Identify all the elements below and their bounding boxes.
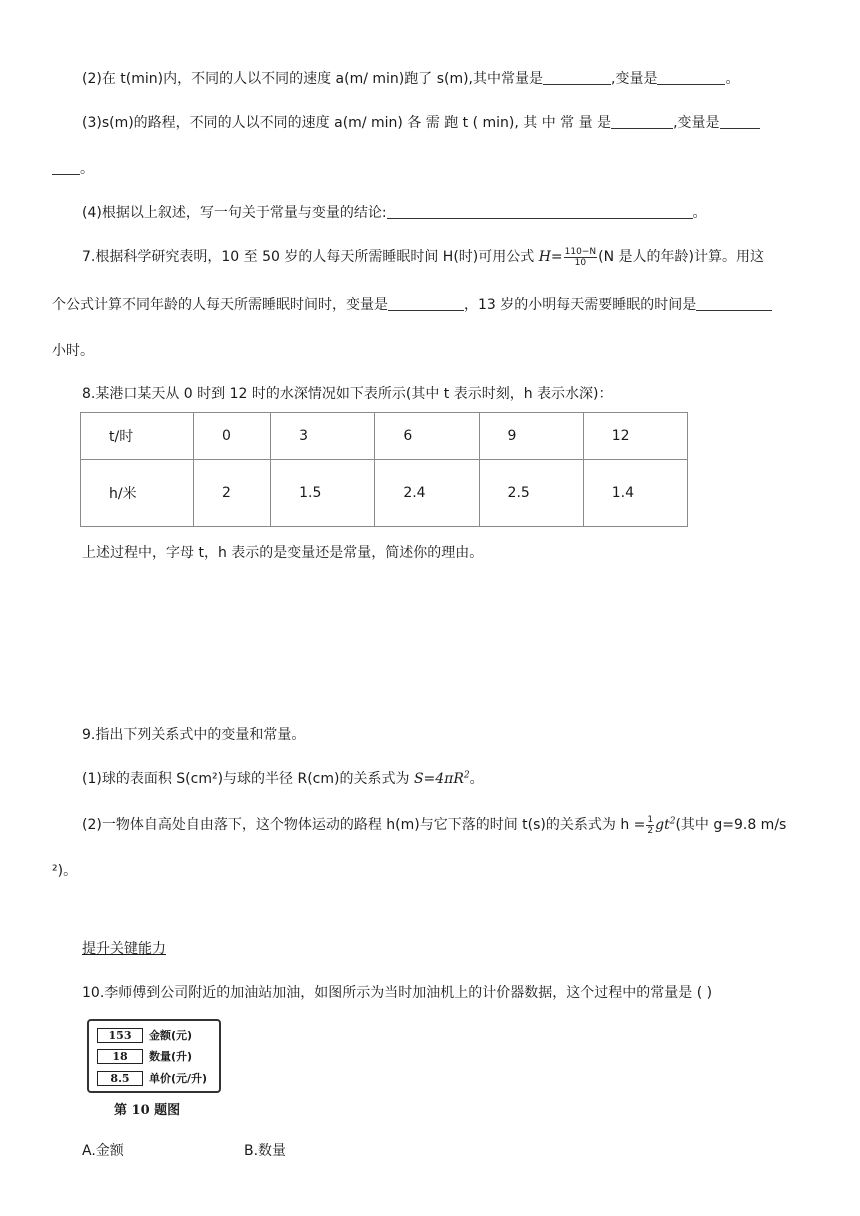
q9-part1: (1)球的表面积 S(cm²)与球的半径 R(cm)的关系式为 $S=4\pi R^2$。 — [82, 770, 484, 787]
table-cell: 0 — [194, 413, 271, 460]
formula-lhs: H= — [538, 249, 563, 265]
answer-blank[interactable] — [611, 114, 673, 129]
table-cell: 9 — [479, 413, 583, 460]
table-row — [81, 460, 688, 527]
table-cell: 1.5 — [271, 460, 375, 527]
table-cell: 6 — [375, 413, 479, 460]
meter-value: 18 — [97, 1049, 143, 1064]
section-title: 提升关键能力 — [82, 941, 166, 957]
answer-blank[interactable] — [543, 70, 611, 85]
q6-part4: (4)根据以上叙述，写一句关于常量与变量的结论: 。 — [82, 205, 707, 221]
q9-intro: 9.指出下列关系式中的变量和常量。 — [82, 727, 306, 743]
table-cell: 1.4 — [583, 460, 687, 527]
fall-formula: gt — [655, 817, 670, 833]
answer-blank[interactable] — [657, 70, 725, 85]
q9-part2: (2)一物体自高处自由落下，这个物体运动的路程 h(m)与它下落的时间 t(s)的关系式为 h = $\frac{1}{2}$ $gt^2$(其中 g=9.8 m/s — [82, 814, 787, 836]
q6-part3-cont: 。 — [52, 158, 94, 178]
q7-line2: 个公式计算不同年龄的人每天所需睡眠时间时，变量是 ，13 岁的小明每天需要睡眠的时间是 — [52, 294, 772, 314]
table-row — [81, 413, 688, 460]
q8-intro: 8.某港口某天从 0 时到 12 时的水深情况如下表所示(其中 t 表示时刻，h 表示水深)： — [82, 386, 613, 402]
table-cell: 2 — [194, 460, 271, 527]
option-b[interactable]: B.数量 — [244, 1143, 287, 1159]
half-fraction: $\frac{1}{2}$ — [647, 814, 654, 836]
option-a[interactable]: A.金额 — [82, 1143, 124, 1159]
formula-fraction: $\frac{110-N}{10}$ — [564, 246, 597, 268]
meter-row-amount — [97, 1027, 192, 1043]
table-cell: t/时 — [81, 413, 194, 460]
answer-blank[interactable] — [388, 296, 464, 311]
table-cell: 2.4 — [375, 460, 479, 527]
meter-value: 153 — [97, 1028, 143, 1043]
table-cell: 12 — [583, 413, 687, 460]
answer-blank[interactable] — [52, 160, 80, 175]
water-depth-table — [80, 412, 688, 527]
meter-label: 数量(升) — [149, 1050, 193, 1063]
meter-label: 单价(元/升) — [149, 1072, 208, 1085]
table-cell: 2.5 — [479, 460, 583, 527]
meter-label: 金额(元) — [149, 1029, 193, 1042]
q7-line3: 小时。 — [52, 343, 94, 359]
table-cell: h/米 — [81, 460, 194, 527]
answer-blank[interactable] — [720, 114, 760, 129]
meter-value: 8.5 — [97, 1071, 143, 1086]
answer-blank[interactable] — [696, 296, 772, 311]
q8-question: 上述过程中，字母 t，h 表示的是变量还是常量，简述你的理由。 — [82, 545, 484, 561]
meter-row-price — [97, 1070, 207, 1086]
answer-blank[interactable] — [387, 204, 693, 219]
q7-line1: 7.根据科学研究表明，10 至 50 岁的人每天所需睡眠时间 H(时)可用公式 H= $\frac{110-N}{10}$ (N 是人的年龄)计算。用这 — [82, 246, 764, 268]
sphere-formula: S=4πR — [413, 771, 464, 787]
q6-part2: (2)在 t(min)内，不同的人以不同的速度 a(m/ min)跑了 s(m),其中常量是 ,变量是 。 — [82, 71, 740, 87]
fuel-pump-meter — [87, 1019, 221, 1093]
q9-part2-cont: ²)。 — [52, 863, 78, 879]
table-cell: 3 — [271, 413, 375, 460]
figure-caption: 第 10 题图 — [114, 1103, 181, 1118]
meter-row-quantity — [97, 1048, 192, 1064]
q10-text: 10.李师傅到公司附近的加油站加油，如图所示为当时加油机上的计价器数据，这个过程中的常量是 ( ) — [82, 985, 713, 1001]
q6-part3: (3)s(m)的路程，不同的人以不同的速度 a(m/ min) 各 需 跑 t ( min), 其 中 常 量 是 ,变量是 — [82, 112, 760, 132]
